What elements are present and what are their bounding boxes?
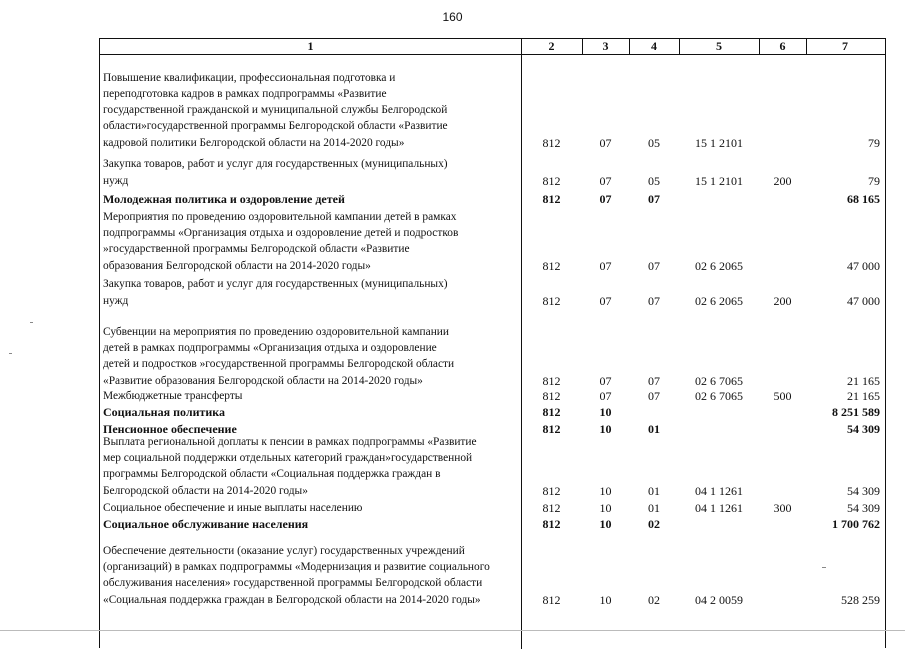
column-divider — [806, 39, 807, 54]
header-col-5: 5 — [716, 39, 722, 53]
col-section: 07 — [599, 294, 612, 308]
col-amount: 54 309 — [847, 501, 880, 515]
col-code: 812 — [542, 517, 561, 531]
col-code: 812 — [542, 259, 561, 273]
col-subsection: 07 — [648, 192, 660, 206]
header-col-7: 7 — [842, 39, 848, 53]
col-code: 812 — [542, 294, 561, 308]
col-amount: 528 259 — [841, 593, 880, 607]
col-section: 07 — [599, 259, 612, 273]
row-description: Повышение квалификации, профессиональная подготовка и переподготовка кадров в рамках подпрограммы «Развитие государственной гражданской и муниципальной службы Белгородской области»государственной программы Белгородской области «Развитие кадровой политики Белгородской области на 2014-2020 годы» — [103, 71, 448, 149]
col-target: 02 6 2065 — [695, 259, 743, 273]
col-subsection: 02 — [648, 593, 660, 607]
header-col-4: 4 — [651, 39, 657, 53]
row-description: Социальное обеспечение и иные выплаты населению — [103, 501, 363, 514]
row-description: Закупка товаров, работ и услуг для государственных (муниципальных) нужд — [103, 158, 448, 187]
col-target: 04 2 0059 — [695, 593, 743, 607]
col-subsection: 01 — [648, 422, 660, 436]
table-row — [100, 541, 885, 608]
table-row — [100, 500, 885, 516]
column-divider — [582, 39, 583, 54]
col-subsection: 02 — [648, 517, 660, 531]
col-code: 812 — [542, 389, 561, 403]
col-target: 04 1 1261 — [695, 484, 743, 498]
col-amount: 21 165 — [847, 389, 880, 403]
col-subsection: 07 — [648, 259, 660, 273]
table-row — [100, 404, 885, 420]
table-row — [100, 388, 885, 404]
col-expense-type: 300 — [773, 501, 792, 515]
header-col-1: 1 — [307, 39, 314, 53]
col-subsection: 07 — [648, 294, 660, 308]
col-target: 02 6 7065 — [695, 389, 743, 403]
col-section: 10 — [599, 501, 612, 515]
table-row — [100, 324, 885, 389]
col-section: 07 — [599, 136, 612, 150]
col-section: 10 — [599, 422, 612, 436]
col-amount: 54 309 — [847, 422, 880, 436]
scan-mark — [30, 322, 33, 323]
header-col-6: 6 — [779, 39, 786, 53]
col-target: 02 6 2065 — [695, 294, 743, 308]
column-divider — [759, 39, 760, 54]
col-amount: 54 309 — [847, 484, 880, 498]
table-row — [100, 516, 885, 532]
col-amount: 47 000 — [847, 259, 880, 273]
table-row — [100, 209, 885, 274]
header-col-2: 2 — [548, 39, 555, 53]
col-target: 15 1 2101 — [695, 136, 743, 150]
col-amount: 21 165 — [847, 374, 880, 388]
page-number: 160 — [442, 10, 463, 24]
col-expense-type: 500 — [773, 389, 792, 403]
col-code: 812 — [542, 484, 561, 498]
col-target: 15 1 2101 — [695, 174, 743, 188]
col-subsection: 07 — [648, 374, 660, 388]
col-amount: 47 000 — [847, 294, 880, 308]
col-code: 812 — [542, 174, 561, 188]
col-subsection: 07 — [648, 389, 660, 403]
row-description: Мероприятия по проведению оздоровительной кампании детей в рамках подпрограммы «Организация отдыха и оздоровление детей и подростков »государственной программы Белгородской области «Развитие образования Белгородской области на 2014-2020 годы» — [103, 210, 459, 272]
table-row — [100, 276, 885, 309]
col-amount: 8 251 589 — [832, 405, 880, 419]
col-section: 10 — [599, 517, 612, 531]
col-code: 812 — [542, 593, 561, 607]
col-code: 812 — [542, 422, 561, 436]
budget-table — [99, 38, 886, 648]
scan-mark — [9, 353, 12, 354]
col-amount: 79 — [868, 136, 880, 150]
row-description: Молодежная политика и оздоровление детей — [103, 191, 345, 206]
col-code: 812 — [542, 374, 561, 388]
row-description: Закупка товаров, работ и услуг для государственных (муниципальных) нужд — [103, 278, 448, 307]
col-amount: 68 165 — [847, 192, 880, 206]
col-subsection: 05 — [648, 136, 660, 150]
col-section: 07 — [599, 174, 612, 188]
row-description: Выплата региональной доплаты к пенсии в рамках подпрограммы «Развитие мер социальной поддержки отдельных категорий граждан»государственной программы Белгородской области «Социальная поддержка граждан в Белгородской области на 2014-2020 годы» — [103, 435, 477, 497]
col-subsection: 05 — [648, 174, 660, 188]
scan-edge — [0, 630, 905, 631]
col-target: 02 6 7065 — [695, 374, 743, 388]
col-section: 10 — [599, 484, 612, 498]
col-code: 812 — [542, 405, 561, 419]
row-description: Межбюджетные трансферты — [103, 389, 243, 402]
row-description: Обеспечение деятельности (оказание услуг) государственных учреждений (организаций) в рамках подпрограммы «Модернизация и развитие социального обслуживания населения» государственной программы Белгородской области «Социальная поддержка граждан в Белгородской области на 2014-2020 годы» — [103, 544, 490, 606]
table-header — [100, 39, 885, 55]
table-row — [100, 156, 885, 189]
col-amount: 79 — [868, 174, 880, 188]
row-description: Социальная политика — [103, 404, 226, 419]
row-description: Социальное обслуживание населения — [103, 516, 309, 531]
col-section: 10 — [599, 593, 612, 607]
col-code: 812 — [542, 192, 561, 206]
table-row — [100, 68, 885, 151]
col-section: 07 — [599, 192, 612, 206]
col-section: 07 — [599, 389, 612, 403]
col-amount: 1 700 762 — [832, 517, 880, 531]
col-subsection: 01 — [648, 484, 660, 498]
col-subsection: 01 — [648, 501, 660, 515]
table-row — [100, 191, 885, 207]
table-row — [100, 435, 885, 499]
col-section: 10 — [599, 405, 612, 419]
col-target: 04 1 1261 — [695, 501, 743, 515]
row-description: Пенсионное обеспечение — [103, 421, 237, 436]
header-col-3: 3 — [602, 39, 609, 53]
scan-mark — [822, 567, 826, 568]
col-expense-type: 200 — [773, 294, 792, 308]
col-code: 812 — [542, 501, 561, 515]
column-divider — [679, 39, 680, 54]
column-divider — [629, 39, 630, 54]
row-description: Субвенции на мероприятия по проведению оздоровительной кампании детей в рамках подпрограммы «Организация отдыха и оздоровление детей и подростков »государственной программы Белгородской области «Развитие образования Белгородской области на 2014-2020 годы» — [103, 325, 455, 387]
col-code: 812 — [542, 136, 561, 150]
col-expense-type: 200 — [773, 174, 792, 188]
col-section: 07 — [599, 374, 612, 388]
